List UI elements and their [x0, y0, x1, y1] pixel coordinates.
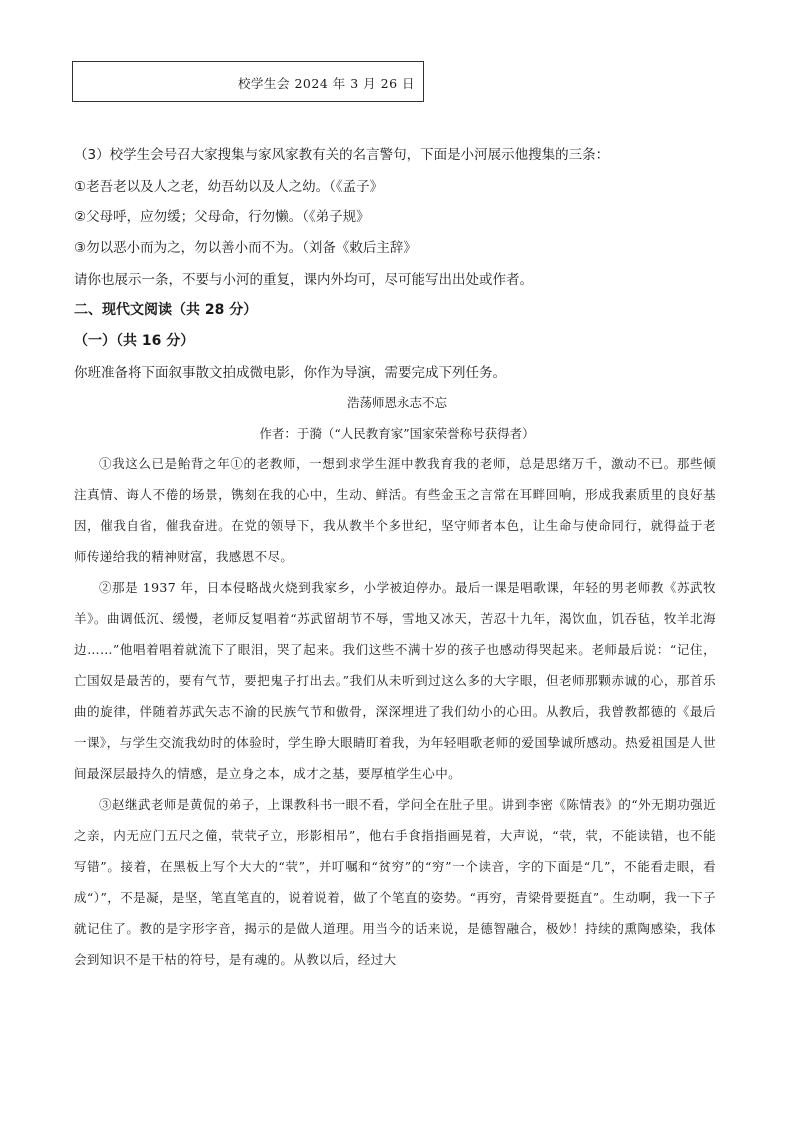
- task3-prompt: （3）校学生会号召大家搜集与家风家教有关的名言警句，下面是小河展示他搜集的三条：: [74, 147, 610, 163]
- article-paragraph-2: ②那是 1937 年，日本侵略战火烧到我家乡，小学被迫停办。最后一课是唱歌课，年轻的男老师教《苏武牧羊》。曲调低沉、缓慢，老师反复唱着“苏武留胡节不辱，雪地又冰天，苦忍十九年，渴饮血，饥吞毡，牧羊北海边……”他唱着唱着就流下了眼泪，哭了起来。我们这些不满十岁的孩子也感动得哭起来。老师最后说：“记住，亡国奴是最苦的，要有气节，要把鬼子打出去。”我们从未听到过这么多的大字眼，但老师那颗赤诚的心，那首乐曲的旋律，伴随着苏武矢志不渝的民族气节和傲骨，深深埋进了我们幼小的心田。从教后，我曾教都德的《最后一课》，与学生交流我幼时的体验时，学生睁大眼睛盯着我，为年轻唱歌老师的爱国挚诚所感动。热爱祖国是人世间最深层最持久的情感，是立身之本，成才之基，要厚植学生心中。: [74, 580, 716, 781]
- quote-item-1: ①老吾老以及人之老，幼吾幼以及人之幼。（《孟子》: [74, 179, 384, 195]
- article-body: [74, 448, 716, 975]
- signature-text: 校学生会 2024 年 3 月 26 日: [238, 76, 416, 91]
- article-author: 作者：于漪（“人民教育家”国家荣誉称号获得者）: [259, 426, 535, 441]
- article-paragraph-3: ③赵继武老师是黄侃的弟子，上课教科书一眼不看，学问全在肚子里。讲到李密《陈情表》的“外无期功强近之亲，内无应门五尺之僮，茕茕孑立，形影相吊”，他右手食指指画晃着，大声说，“茕，茕，不能读错，也不能写错”。接着，在黑板上写个大大的“茕”，并叮嘱和“贫穷”的“穷”一个读音，字的下面是“几”，不能看走眼，看成“）”，不是凝，是坚，笔直笔直的，说着说着，做了个笔直的姿势。“再穷，青梁骨要挺直”。生动啊，我一下子就记住了。教的是字形字音，揭示的是做人道理。用当今的话来说，是德智融合，极妙！持续的熏陶感染，我体会到知识不是干枯的符号，是有魂的。从教以后，经过大: [74, 797, 716, 967]
- section2-heading: 二、现代文阅读（共 28 分）: [74, 302, 258, 318]
- article-paragraph-1: ①我这么已是鲐背之年①的老教师，一想到求学生涯中教我育我的老师，总是思绪万千，激动不已。那些倾注真情、诲人不倦的场景，镌刻在我的心中，生动、鲜活。有些金玉之言常在耳畔回响，形成我素质里的良好基因，催我自省，催我奋进。在党的领导下，我从教半个多世纪，坚守师者本色，让生命与使命同行，就得益于老师传递给我的精神财富，我感恩不尽。: [74, 456, 716, 564]
- part1-intro: 你班准备将下面叙事散文拍成微电影，你作为导演，需要完成下列任务。: [74, 365, 506, 381]
- quote-item-3: ③勿以恶小而为之，勿以善小而不为。（刘备《敕后主辞》: [74, 240, 417, 256]
- task3-instruction: 请你也展示一条，不要与小河的重复，课内外均可，尽可能写出出处或作者。: [74, 272, 533, 288]
- part1-heading: （一）（共 16 分）: [74, 333, 195, 349]
- quote-item-2: ②父母呼，应勿缓；父母命，行勿懒。（《弟子规》: [74, 209, 370, 225]
- article-title: 浩荡师恩永志不忘: [346, 395, 447, 410]
